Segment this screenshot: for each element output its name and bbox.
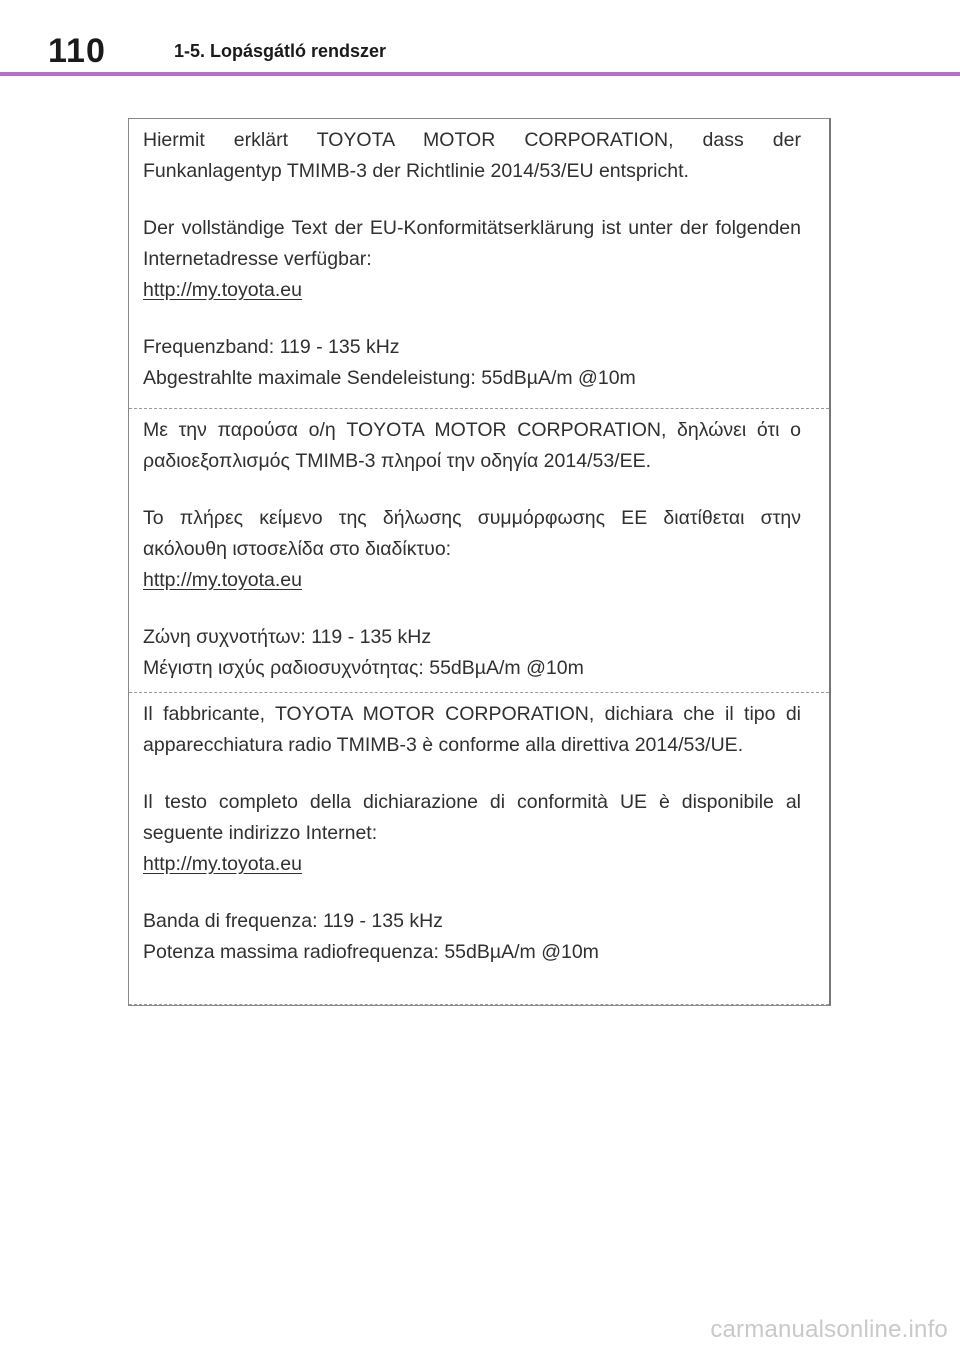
declaration-statement: Με την παρούσα ο/η TOYOTA MOTOR CORPORATION, δηλώνει ότι ο ραδιοεξοπλισμός TMIMB-3 πληροί την οδηγία 2014/53/ΕΕ. xyxy=(143,419,801,472)
declaration-availability: Το πλήρες κείμενο της δήλωσης συμμόρφωσης ΕΕ διατίθεται στην ακόλουθη ιστοσελίδα στο διαδίκτυο: xyxy=(143,507,801,560)
frequency-band: Banda di frequenza: 119 - 135 kHz xyxy=(143,910,443,932)
declaration-url-link[interactable]: http://my.toyota.eu xyxy=(143,279,302,301)
max-power: Potenza massima radiofrequenza: 55dBµA/m @10m xyxy=(143,941,599,963)
watermark: carmanualsonline.info xyxy=(710,1316,948,1343)
max-power: Abgestrahlte maximale Sendeleistung: 55dBµA/m @10m xyxy=(143,367,636,389)
page-header xyxy=(0,0,960,76)
declaration-url-link[interactable]: http://my.toyota.eu xyxy=(143,569,302,591)
max-power: Μέγιστη ισχύς ραδιοσυχνότητας: 55dBµA/m @10m xyxy=(143,657,584,679)
frequency-band: Frequenzband: 119 - 135 kHz xyxy=(143,336,400,358)
declaration-url-link[interactable]: http://my.toyota.eu xyxy=(143,853,302,875)
declaration-availability: Il testo completo della dichiarazione di conformità UE è disponibile al seguente indirizzo Internet: xyxy=(143,791,801,844)
declaration-block-it xyxy=(129,693,829,1005)
declaration-table xyxy=(128,118,831,1006)
declaration-statement: Il fabbricante, TOYOTA MOTOR CORPORATION, dichiara che il tipo di apparecchiatura radio TMIMB-3 è conforme alla direttiva 2014/53/UE. xyxy=(143,703,801,756)
page-number: 110 xyxy=(48,32,106,70)
declaration-block-de xyxy=(129,119,829,409)
frequency-band: Ζώνη συχνοτήτων: 119 - 135 kHz xyxy=(143,626,432,648)
declaration-availability: Der vollständige Text der EU-Konformitätserklärung ist unter der folgenden Internetadresse verfügbar: xyxy=(143,217,801,270)
declaration-block-el xyxy=(129,409,829,693)
declaration-statement: Hiermit erklärt TOYOTA MOTOR CORPORATION, dass der Funkanlagentyp TMIMB-3 der Richtlinie 2014/53/EU entspricht. xyxy=(143,129,801,182)
section-title: 1-5. Lopásgátló rendszer xyxy=(174,41,387,61)
